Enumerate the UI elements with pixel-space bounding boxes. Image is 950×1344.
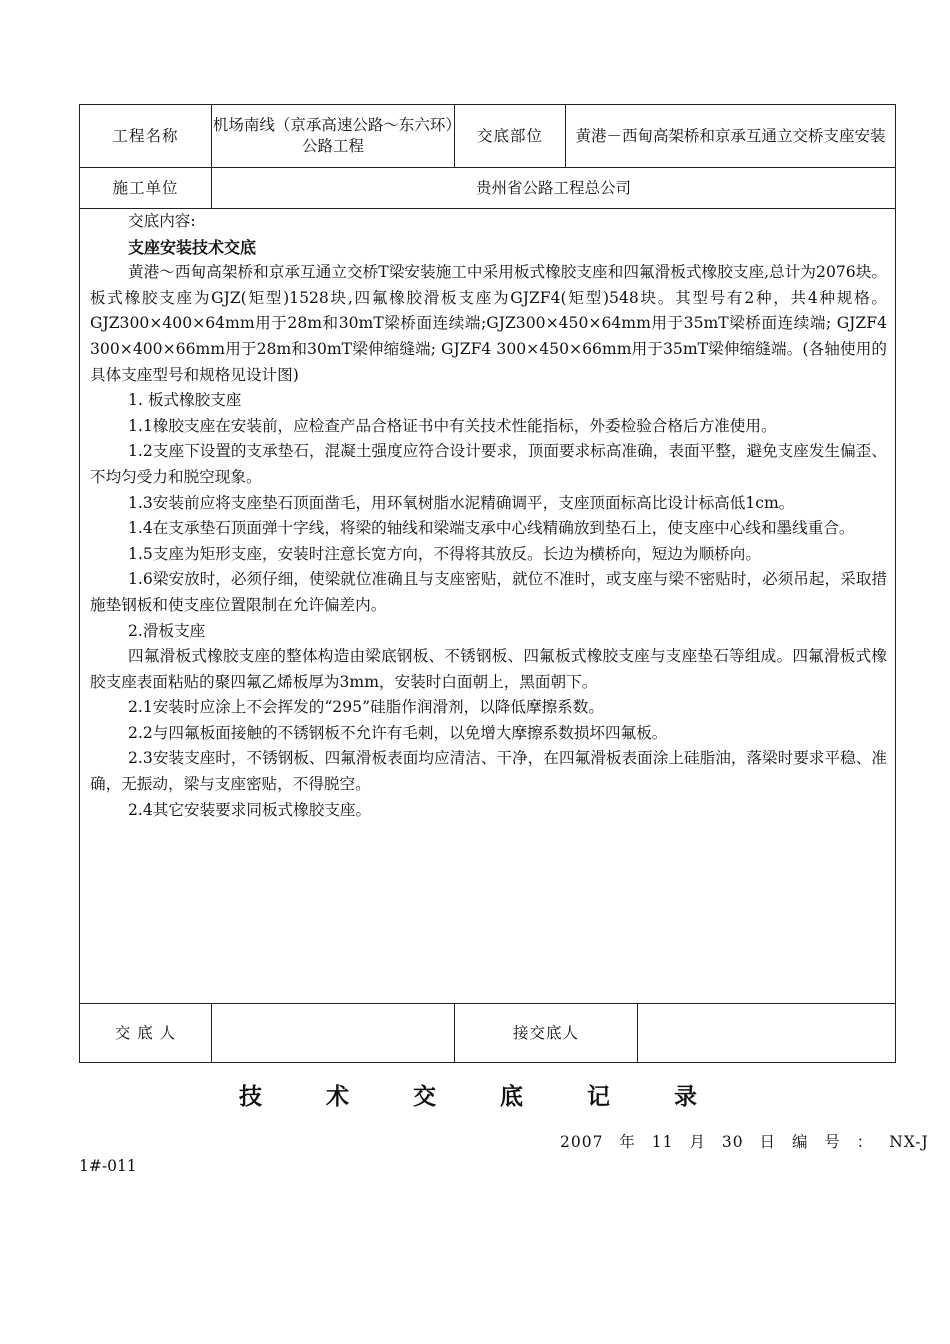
giver-label: 交 底 人	[80, 1004, 212, 1063]
record-title: 技 术 交 底 记 录	[238, 1083, 726, 1110]
disclosure-table	[79, 104, 896, 1063]
content-paragraph: 1.1橡胶支座在安装前，应检查产品合格证书中有关技术性能指标，外委检验合格后方准使用。	[128, 416, 777, 435]
content-paragraph: 2.滑板支座	[128, 621, 206, 640]
part-label: 交底部位	[455, 105, 566, 168]
content-paragraph: 1.5支座为矩形支座，安装时注意长宽方向，不得将其放反。长边为横桥向，短边为顺桥向。	[128, 544, 761, 563]
date-and-number: 2007 年 11 月 30 日 编 号 ： NX-J	[560, 1133, 929, 1151]
content-paragraph: 2.1安装时应涂上不会挥发的“295”硅脂作润滑剂，以降低摩擦系数。	[128, 698, 604, 717]
project-name-value: 机场南线（京承高速公路～东六环）公路工程	[212, 105, 455, 168]
document-number-tail: 1#-011	[79, 1157, 137, 1175]
content-body	[90, 209, 887, 823]
giver-value-field[interactable]	[212, 1004, 455, 1063]
part-value: 黄港－西甸高架桥和京承互通立交桥支座安装	[566, 105, 896, 168]
content-paragraph: 2.4其它安装要求同板式橡胶支座。	[128, 800, 372, 819]
content-paragraph: 1.4在支承垫石顶面弹十字线，将梁的轴线和梁端支承中心线精确放到垫石上，使支座中心线和墨线重合。	[128, 519, 855, 538]
signature-row	[80, 1004, 896, 1063]
content-paragraph: 1. 板式橡胶支座	[128, 391, 242, 410]
intro-label: 交底内容:	[128, 212, 196, 230]
content-paragraph: 1.6梁安放时，必须仔细，使梁就位准确且与支座密贴，就位不准时，或支座与梁不密贴时，必须吊起，采取措施垫钢板和使支座位置限制在允许偏差内。	[90, 570, 888, 614]
content-cell	[80, 209, 896, 1004]
content-paragraph: 1.2支座下设置的支承垫石，混凝土强度应符合设计要求，顶面要求标高准确，表面平整，避免支座发生偏歪、不均匀受力和脱空现象。	[90, 442, 888, 486]
content-paragraph: 2.2与四氟板面接触的不锈钢板不允许有毛刺，以免增大摩擦系数损坏四氟板。	[128, 723, 668, 742]
content-paragraph: 黄港～西甸高架桥和京承互通立交桥T梁安装施工中采用板式橡胶支座和四氟滑板式橡胶支座,总计为2076块。板式橡胶支座为GJZ(矩型)1528块,四氟橡胶滑板支座为GJZF4(矩型)548块。其型号有2种，共4种规格。GJZ300×400×64mm用于28m和30mT梁桥面连续端;GJZ300×450×64mm用于35mT梁桥面连续端; GJZF4 300×400×66mm用于28m和30mT梁伸缩缝端; GJZF4 300×450×66mm用于35mT梁伸缩缝端。(各轴使用的具体支座型号和规格见设计图)	[90, 263, 888, 384]
receiver-value-field[interactable]	[638, 1004, 896, 1063]
content-paragraph: 2.3安装支座时，不锈钢板、四氟滑板表面均应清洁、干净，在四氟滑板表面涂上硅脂油，落梁时要求平稳、准确，无振动，梁与支座密贴，不得脱空。	[90, 749, 888, 794]
project-name-label: 工程名称	[80, 105, 212, 168]
unit-row	[80, 168, 896, 209]
content-heading: 支座安装技术交底	[128, 237, 257, 257]
content-paragraph: 1.3安装前应将支座垫石顶面凿毛，用环氧树脂水泥精确调平，支座顶面标高比设计标高低1cm。	[128, 493, 795, 512]
receiver-label: 接交底人	[455, 1004, 638, 1063]
unit-value: 贵州省公路工程总公司	[212, 168, 896, 209]
content-paragraph: 四氟滑板式橡胶支座的整体构造由梁底钢板、不锈钢板、四氟板式橡胶支座与支座垫石等组成。四氟滑板式橡胶支座表面粘贴的聚四氟乙烯板厚为3mm，安装时白面朝上，黑面朝下。	[90, 647, 888, 691]
content-row	[80, 209, 896, 1004]
unit-label: 施工单位	[80, 168, 212, 209]
header-row	[80, 105, 896, 168]
